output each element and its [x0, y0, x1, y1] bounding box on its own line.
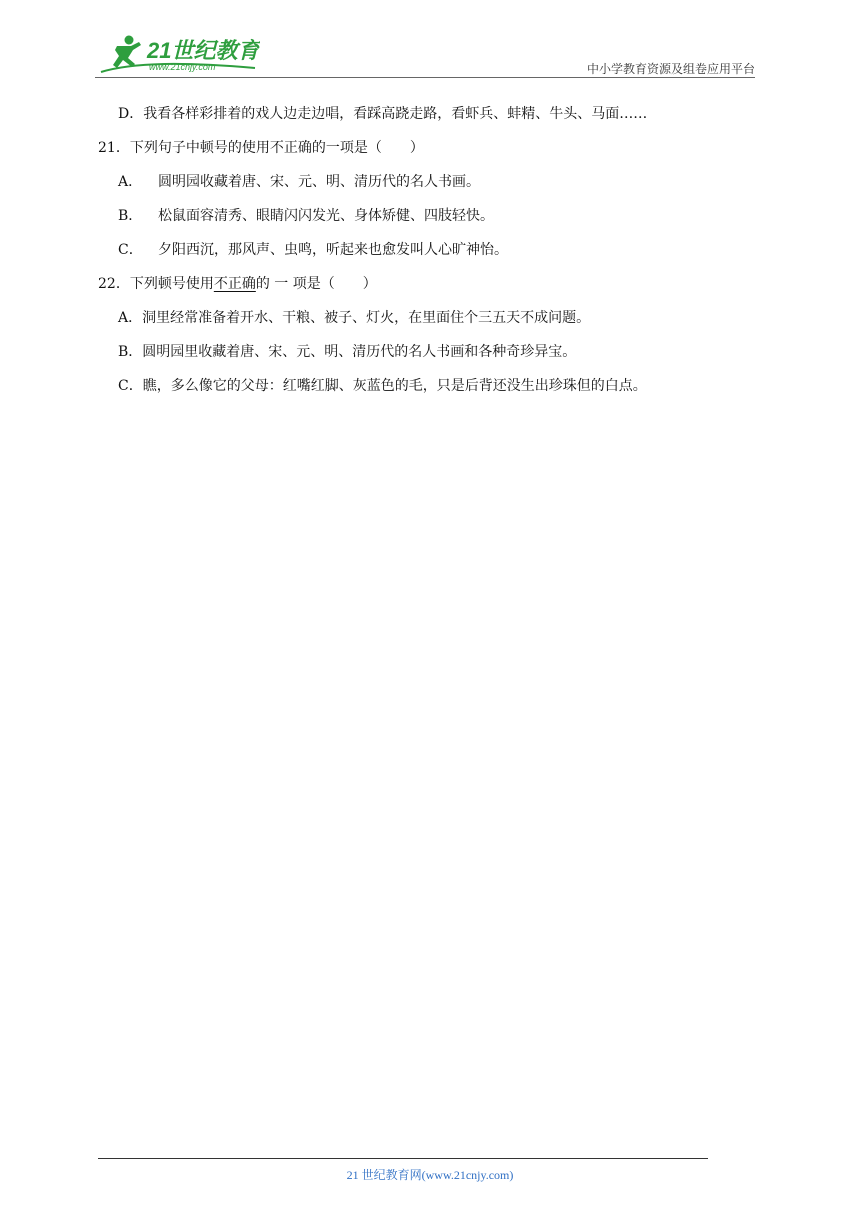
question-content: [100, 104, 760, 410]
site-logo: [95, 32, 260, 76]
prev-question-option-d: D．我看各样彩排着的戏人边走边唱，看踩高跷走路，看虾兵、蚌精、牛头、马面……: [118, 106, 648, 122]
option-text: 洞里经常准备着开水、干粮、被子、灯火，在里面住个三五天不成问题。: [142, 310, 591, 326]
platform-name: 中小学教育资源及组卷应用平台: [586, 62, 755, 76]
stem-suffix: 的 一 项是（ ）: [255, 276, 377, 292]
logo-title: 21世纪教育: [147, 38, 260, 63]
question-22-stem: [98, 274, 760, 308]
option-letter: B．: [118, 344, 143, 360]
stem-underlined: 不正确: [213, 276, 256, 292]
logo-url: www.21cnjy.com: [149, 62, 216, 72]
option-text: 松鼠面容清秀、眼睛闪闪发光、身体矫健、四肢轻快。: [158, 208, 494, 224]
stem-prefix: 22．下列顿号使用: [98, 276, 214, 292]
question-22-option-a: [100, 308, 760, 342]
option-letter: C．: [118, 242, 143, 258]
option-text: 圆明园里收藏着唐、宋、元、明、清历代的名人书画和各种奇珍异宝。: [142, 344, 577, 360]
footer-site-link[interactable]: 21 世纪教育网(www.21cnjy.com): [346, 1168, 514, 1182]
page-header: [95, 30, 755, 78]
header-divider: [95, 77, 755, 78]
footer-divider: [98, 1158, 708, 1159]
question-21-option-a: [100, 172, 760, 206]
option-letter: A．: [118, 310, 143, 326]
option-text: 夕阳西沉，那风声、虫鸣，听起来也愈发叫人心旷神怡。: [158, 242, 508, 258]
option-letter: C．: [118, 378, 143, 394]
question-21-option-b: [100, 206, 760, 240]
question-22-option-c: [100, 376, 760, 410]
option-text: 瞧，多么像它的父母：红嘴红脚、灰蓝色的毛，只是后背还没生出珍珠但的白点。: [142, 378, 647, 394]
option-letter: B．: [118, 208, 143, 224]
question-21-stem: 21．下列句子中顿号的使用不正确的一项是（ ）: [98, 140, 424, 156]
question-22-option-b: [100, 342, 760, 376]
option-letter: A．: [118, 174, 143, 190]
question-21-option-c: [100, 240, 760, 274]
option-text: 圆明园收藏着唐、宋、元、明、清历代的名人书画。: [158, 174, 480, 190]
